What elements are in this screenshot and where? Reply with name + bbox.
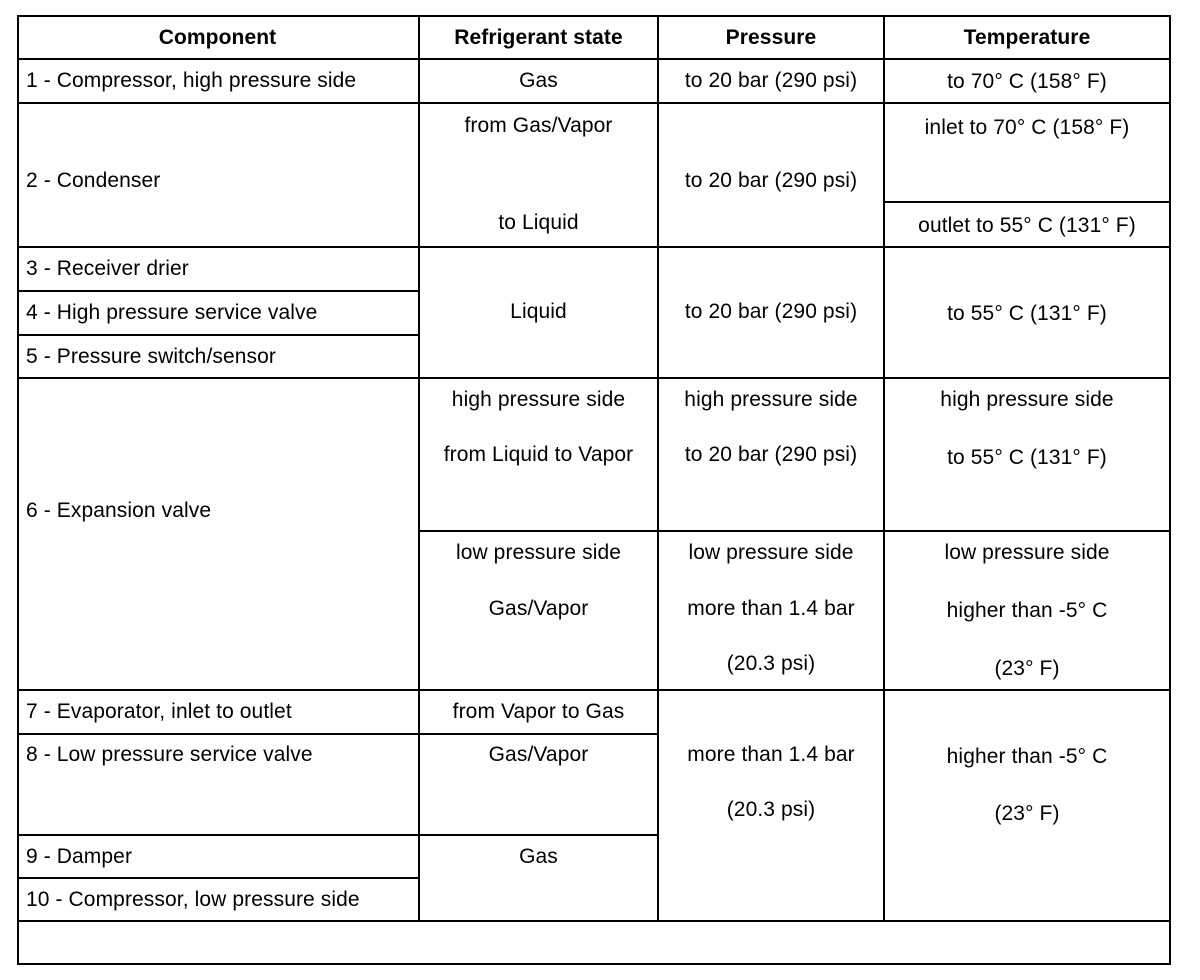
cell-pressure-3: to 20 bar (290 psi)	[684, 300, 858, 323]
cell-component-3: 3 - Receiver drier	[26, 257, 189, 280]
cell-temperature-1: to 70° C (158° F)	[947, 70, 1107, 93]
component-split-9-10	[17, 877, 420, 879]
component-split-4-5	[17, 334, 420, 336]
header-temperature: Temperature	[963, 26, 1091, 49]
cell-temperature-6-high-2: to 55° C (131° F)	[947, 446, 1107, 469]
cell-state-6-high-1: high pressure side	[451, 388, 626, 411]
cell-component-7: 7 - Evaporator, inlet to outlet	[26, 700, 292, 723]
header-pressure: Pressure	[725, 26, 817, 49]
header-component: Component	[158, 26, 277, 49]
cell-state-8: Gas/Vapor	[488, 743, 589, 766]
cell-state-1: Gas	[519, 69, 558, 92]
cell-pressure-6-low-1: low pressure side	[688, 541, 854, 564]
row-line-1	[17, 102, 1171, 104]
header-refrigerant-state: Refrigerant state	[454, 26, 623, 49]
cell-state-7: from Vapor to Gas	[452, 700, 625, 723]
cell-pressure-6-low-3: (20.3 psi)	[726, 652, 816, 675]
cell-pressure-1: to 20 bar (290 psi)	[684, 69, 858, 92]
col-separator-1	[418, 15, 420, 920]
cell-state-6-low-2: Gas/Vapor	[488, 597, 589, 620]
cell-state-3: Liquid	[510, 300, 567, 323]
cell-component-8: 8 - Low pressure service valve	[26, 743, 313, 766]
cell-temperature-7-10-1: higher than -5° C	[946, 745, 1108, 768]
cell-component-6: 6 - Expansion valve	[26, 499, 212, 522]
cell-state-6-high-2: from Liquid to Vapor	[443, 443, 634, 466]
cell-temperature-2b: outlet to 55° C (131° F)	[918, 214, 1136, 237]
cell-temperature-2a: inlet to 70° C (158° F)	[924, 116, 1130, 139]
cell-pressure-7-10-2: (20.3 psi)	[726, 798, 816, 821]
cell-temperature-6-high-1: high pressure side	[940, 388, 1114, 411]
row-split-7-8	[17, 733, 659, 735]
row-line-2	[17, 246, 1171, 248]
cell-component-10: 10 - Compressor, low pressure side	[26, 888, 360, 911]
cell-pressure-7-10-1: more than 1.4 bar	[687, 743, 855, 766]
cell-temperature-6-low-3: (23° F)	[994, 657, 1060, 680]
row-line-5	[17, 920, 1171, 922]
component-split-3-4	[17, 290, 420, 292]
cell-pressure-6-high-2: to 20 bar (290 psi)	[684, 443, 858, 466]
cell-state-6-low-1: low pressure side	[455, 541, 622, 564]
cell-component-1: 1 - Compressor, high pressure side	[26, 69, 357, 92]
cell-component-2: 2 - Condenser	[26, 169, 161, 192]
row-split-8-9	[17, 834, 659, 836]
cell-component-9: 9 - Damper	[26, 845, 133, 868]
cell-state-9: Gas	[519, 845, 558, 868]
cell-state-2b: to Liquid	[498, 211, 579, 234]
row-line-4	[17, 689, 1171, 691]
expansion-split	[418, 530, 1171, 532]
cell-pressure-6-low-2: more than 1.4 bar	[687, 597, 855, 620]
cell-pressure-6-high-1: high pressure side	[684, 388, 858, 411]
cell-component-5: 5 - Pressure switch/sensor	[26, 345, 277, 368]
col-separator-2	[657, 15, 659, 920]
cell-pressure-2: to 20 bar (290 psi)	[684, 169, 858, 192]
row-line-3	[17, 377, 1171, 379]
cell-temperature-3: to 55° C (131° F)	[947, 302, 1107, 325]
cell-component-4: 4 - High pressure service valve	[26, 301, 318, 324]
cell-state-2a: from Gas/Vapor	[464, 114, 613, 137]
condenser-temp-split	[883, 201, 1171, 203]
cell-temperature-6-low-2: higher than -5° C	[946, 599, 1108, 622]
row-line-header	[17, 58, 1171, 60]
cell-temperature-7-10-2: (23° F)	[994, 802, 1060, 825]
cell-temperature-6-low-1: low pressure side	[944, 541, 1110, 564]
